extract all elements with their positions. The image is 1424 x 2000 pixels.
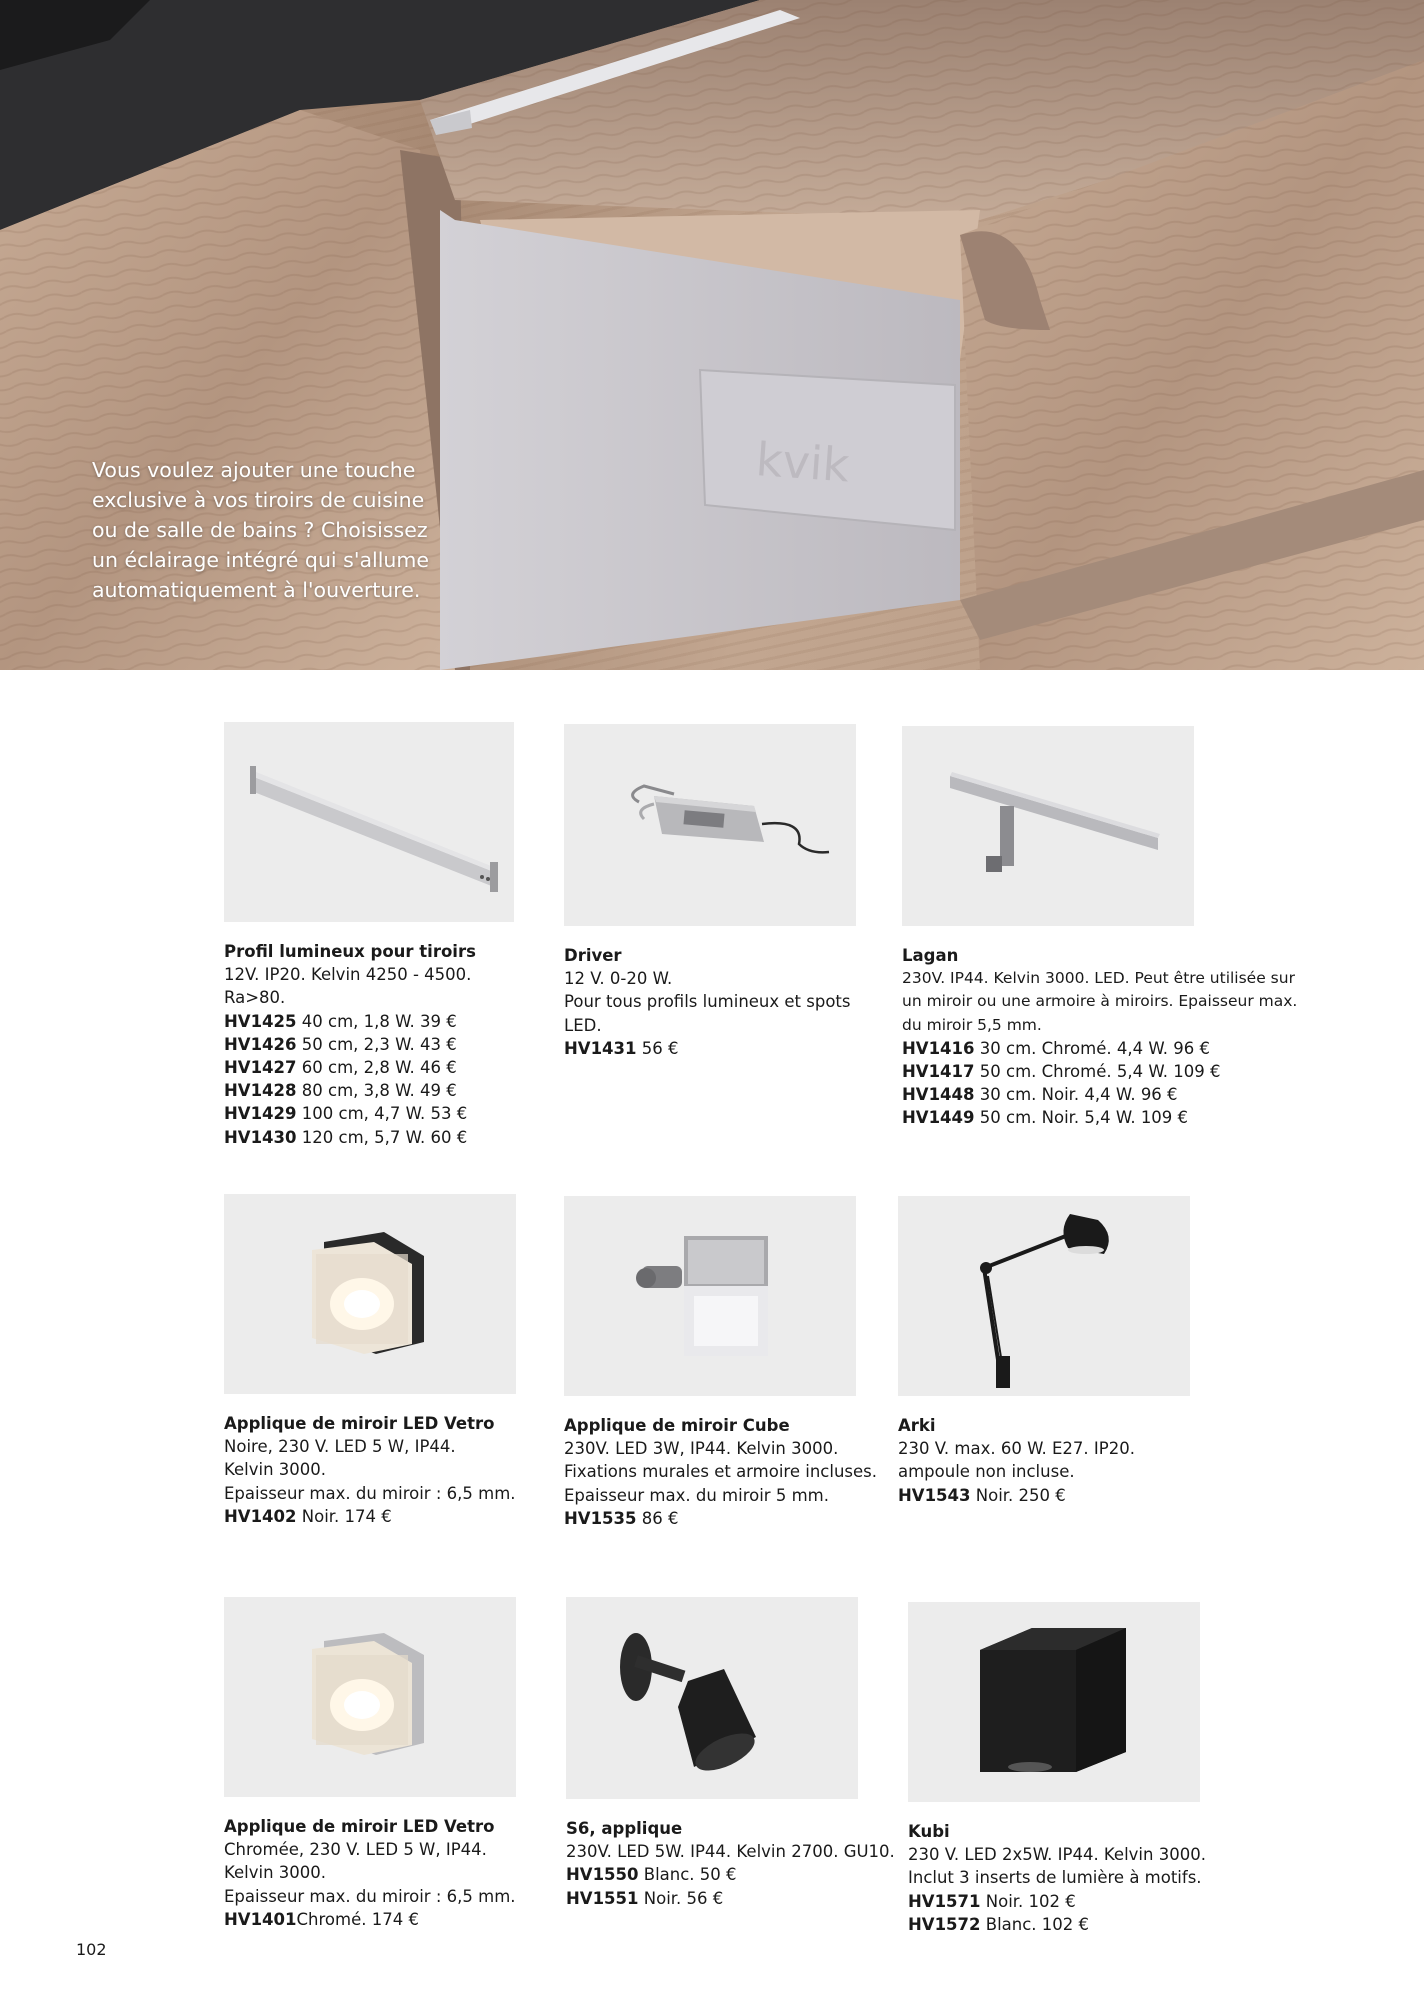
product-image-cube xyxy=(564,1196,856,1396)
kubi-cube-lamp-icon xyxy=(908,1602,1200,1802)
product-spec: 230 V. max. 60 W. E27. IP20. xyxy=(898,1439,1135,1459)
product-variant: HV1551 Noir. 56 € xyxy=(566,1888,724,1908)
product-info xyxy=(566,1817,906,1910)
product-image-vetro-chrome xyxy=(224,1597,516,1797)
product-info xyxy=(224,940,524,1149)
product-card xyxy=(908,1602,1248,1936)
product-card xyxy=(224,722,524,1149)
product-image-arki xyxy=(898,1196,1190,1396)
product-spec: Epaisseur max. du miroir : 6,5 mm. xyxy=(224,1886,516,1906)
product-spec: 230V. IP44. Kelvin 3000. LED. Peut être utilisée sur xyxy=(902,969,1295,988)
lagan-lamp-icon xyxy=(902,726,1194,926)
product-spec: Epaisseur max. du miroir 5 mm. xyxy=(564,1485,829,1505)
product-variant: HV1572 Blanc. 102 € xyxy=(908,1914,1090,1934)
product-variant: HV1448 30 cm. Noir. 4,4 W. 96 € xyxy=(902,1085,1178,1105)
product-card xyxy=(566,1597,906,1910)
product-name: Kubi xyxy=(908,1822,950,1841)
product-spec: du miroir 5,5 mm. xyxy=(902,1015,1042,1034)
product-image-lagan xyxy=(902,726,1194,926)
product-image-led-profile xyxy=(224,722,514,922)
product-info xyxy=(224,1412,544,1528)
product-image-kubi xyxy=(908,1602,1200,1802)
product-spec: Inclut 3 inserts de lumière à motifs. xyxy=(908,1868,1202,1888)
product-image-driver xyxy=(564,724,856,926)
hero-line: Vous voulez ajouter une touche xyxy=(92,458,416,482)
led-profile-icon xyxy=(224,722,514,922)
drawer-brand: kvik xyxy=(754,432,852,493)
product-variant: HV1430 120 cm, 5,7 W. 60 € xyxy=(224,1127,468,1147)
product-variant: HV1417 50 cm. Chromé. 5,4 W. 109 € xyxy=(902,1062,1221,1082)
hero-line: exclusive à vos tiroirs de cuisine xyxy=(92,488,425,512)
product-variant: HV1535 86 € xyxy=(564,1508,679,1528)
product-name: Arki xyxy=(898,1416,936,1435)
product-card xyxy=(564,724,884,1060)
product-variant: HV1449 50 cm. Noir. 5,4 W. 109 € xyxy=(902,1108,1189,1128)
vetro-chrome-lamp-icon xyxy=(224,1597,516,1797)
product-spec: Epaisseur max. du miroir : 6,5 mm. xyxy=(224,1483,516,1503)
product-name: Applique de miroir LED Vetro xyxy=(224,1817,495,1836)
product-name: S6, applique xyxy=(566,1819,683,1838)
product-card xyxy=(224,1597,544,1931)
product-spec: un miroir ou une armoire à miroirs. Epaisseur max. xyxy=(902,992,1298,1011)
product-variant: HV1402 Noir. 174 € xyxy=(224,1506,392,1526)
product-spec: Fixations murales et armoire incluses. xyxy=(564,1462,877,1482)
product-card xyxy=(564,1196,884,1530)
product-variant: HV1426 50 cm, 2,3 W. 43 € xyxy=(224,1034,457,1054)
product-variant: HV1401Chromé. 174 € xyxy=(224,1909,419,1929)
product-info xyxy=(898,1414,1218,1507)
hero-line: un éclairage intégré qui s'allume xyxy=(92,548,429,572)
product-variant: HV1416 30 cm. Chromé. 4,4 W. 96 € xyxy=(902,1038,1210,1058)
s6-wall-lamp-icon xyxy=(566,1597,858,1799)
product-spec: 230V. LED 3W, IP44. Kelvin 3000. xyxy=(564,1439,839,1459)
hero-image xyxy=(0,0,1424,670)
hero-line: automatiquement à l'ouverture. xyxy=(92,578,421,602)
driver-icon xyxy=(564,724,856,926)
product-name: Applique de miroir Cube xyxy=(564,1416,790,1435)
product-spec: Chromée, 230 V. LED 5 W, IP44. xyxy=(224,1840,487,1860)
product-spec: 12 V. 0-20 W. xyxy=(564,969,673,989)
product-spec: Pour tous profils lumineux et spots xyxy=(564,992,851,1012)
product-spec: Kelvin 3000. xyxy=(224,1460,327,1480)
cube-lamp-icon xyxy=(564,1196,856,1396)
product-info xyxy=(224,1815,544,1931)
hero-caption xyxy=(92,455,432,605)
product-card xyxy=(224,1194,544,1528)
product-image-s6 xyxy=(566,1597,858,1799)
product-spec: Kelvin 3000. xyxy=(224,1863,327,1883)
arki-lamp-icon xyxy=(898,1196,1190,1396)
product-variant: HV1425 40 cm, 1,8 W. 39 € xyxy=(224,1011,457,1031)
product-variant: HV1427 60 cm, 2,8 W. 46 € xyxy=(224,1058,457,1078)
product-name: Profil lumineux pour tiroirs xyxy=(224,942,476,961)
product-variant: HV1550 Blanc. 50 € xyxy=(566,1865,737,1885)
product-image-vetro-black xyxy=(224,1194,516,1394)
product-spec: LED. xyxy=(564,1015,602,1035)
product-spec: 12V. IP20. Kelvin 4250 - 4500. Ra>80. xyxy=(224,965,472,1008)
product-info xyxy=(564,944,884,1060)
product-variant: HV1431 56 € xyxy=(564,1038,679,1058)
product-spec: Noire, 230 V. LED 5 W, IP44. xyxy=(224,1437,456,1457)
product-info xyxy=(564,1414,884,1530)
product-info xyxy=(908,1820,1248,1936)
product-card xyxy=(902,726,1302,1130)
product-variant: HV1428 80 cm, 3,8 W. 49 € xyxy=(224,1081,457,1101)
product-spec: 230 V. LED 2x5W. IP44. Kelvin 3000. xyxy=(908,1845,1206,1865)
product-card xyxy=(898,1196,1218,1507)
product-name: Applique de miroir LED Vetro xyxy=(224,1414,495,1433)
hero-line: ou de salle de bains ? Choisissez xyxy=(92,518,428,542)
product-spec: 230V. LED 5W. IP44. Kelvin 2700. GU10. xyxy=(566,1842,895,1862)
product-variant: HV1543 Noir. 250 € xyxy=(898,1485,1066,1505)
product-name: Lagan xyxy=(902,946,959,965)
vetro-black-lamp-icon xyxy=(224,1194,516,1394)
product-info xyxy=(902,944,1302,1130)
product-spec: ampoule non incluse. xyxy=(898,1462,1075,1482)
product-variant: HV1429 100 cm, 4,7 W. 53 € xyxy=(224,1104,468,1124)
product-name: Driver xyxy=(564,946,622,965)
product-variant: HV1571 Noir. 102 € xyxy=(908,1891,1076,1911)
page-number: 102 xyxy=(76,1940,107,1959)
